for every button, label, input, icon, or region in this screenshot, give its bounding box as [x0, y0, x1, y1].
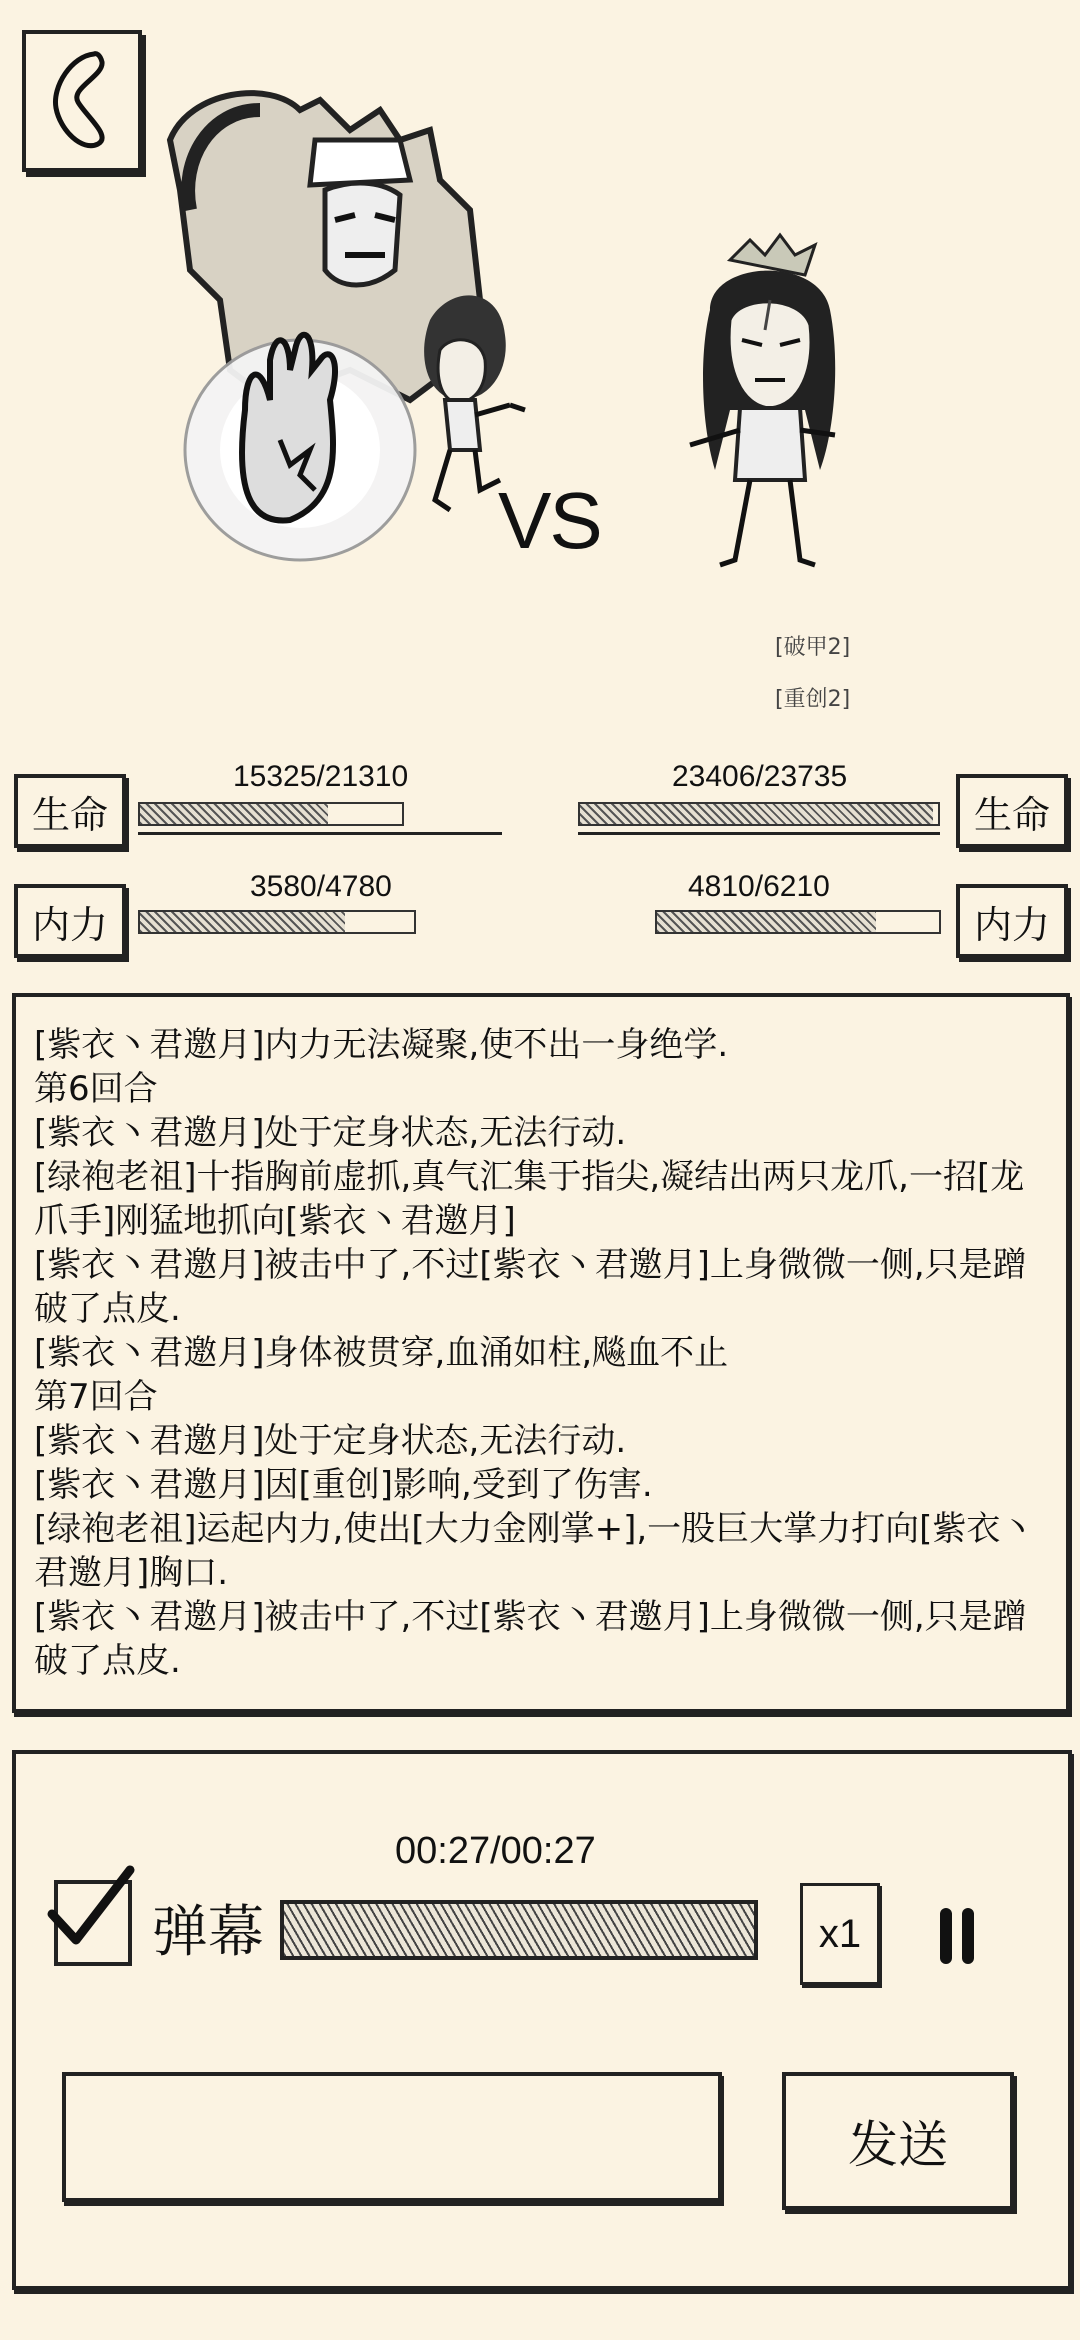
enemy-character — [670, 230, 870, 610]
playback-progress-bar[interactable] — [280, 1900, 758, 1960]
danmu-checkbox[interactable] — [54, 1880, 132, 1966]
player-hp-value: 15325/21310 — [233, 760, 409, 793]
vs-label: VS — [498, 476, 601, 565]
enemy-mp-label: 内力 — [956, 884, 1068, 958]
enemy-status-heavy-wound: [重创2] — [775, 687, 851, 712]
log-line: [紫衣丶君邀月]处于定身状态,无法行动. — [34, 1421, 627, 1461]
enemy-hp-fill — [580, 804, 933, 824]
player-mp-fill — [140, 912, 345, 932]
player-hp-fill — [140, 804, 328, 824]
enemy-hp-track — [578, 832, 940, 835]
enemy-hp-label: 生命 — [956, 774, 1068, 848]
enemy-mp-bar — [655, 910, 941, 934]
player-mp-bar — [138, 910, 416, 934]
player-hp-track — [138, 832, 502, 835]
log-line: 第7回合 — [34, 1377, 158, 1417]
playback-progress-fill — [284, 1904, 754, 1956]
player-hp-label: 生命 — [14, 774, 126, 848]
log-line: [绿袍老祖]十指胸前虚抓,真气汇集于指尖,凝结出两只龙爪,一招[龙爪手]刚猛地抓向[紫衣丶君邀月] — [34, 1157, 1025, 1241]
log-line: [绿袍老祖]运起内力,使出[大力金刚掌+],一股巨大掌力打向[紫衣丶君邀月]胸口. — [34, 1509, 1035, 1593]
log-line: [紫衣丶君邀月]内力无法凝聚,使不出一身绝学. — [34, 1025, 729, 1065]
log-line: [紫衣丶君邀月]身体被贯穿,血涌如柱,飚血不止 — [34, 1333, 729, 1373]
log-line: [紫衣丶君邀月]被击中了,不过[紫衣丶君邀月]上身微微一侧,只是蹭破了点皮. — [34, 1245, 1027, 1329]
pause-icon-bar — [962, 1908, 974, 1964]
danmu-label: 弹幕 — [152, 1900, 264, 1965]
playback-timer: 00:27/00:27 — [395, 1830, 596, 1872]
pause-icon — [940, 1908, 952, 1964]
pause-button[interactable] — [940, 1908, 980, 1968]
battle-log[interactable] — [12, 993, 1070, 1713]
enemy-hp-value: 23406/23735 — [672, 760, 848, 793]
enemy-mp-fill — [657, 912, 876, 932]
back-button[interactable] — [22, 30, 142, 172]
enemy-mp-value: 4810/6210 — [688, 870, 830, 903]
back-arrow-icon — [42, 46, 122, 156]
speed-button[interactable]: x1 — [800, 1883, 880, 1985]
checkmark-icon — [46, 1862, 136, 1952]
log-line: [紫衣丶君邀月]被击中了,不过[紫衣丶君邀月]上身微微一侧,只是蹭破了点皮. — [34, 1597, 1027, 1681]
player-mp-label: 内力 — [14, 884, 126, 958]
player-mp-value: 3580/4780 — [250, 870, 392, 903]
log-line: 第6回合 — [34, 1069, 158, 1109]
log-line: [紫衣丶君邀月]处于定身状态,无法行动. — [34, 1113, 627, 1153]
log-line: [紫衣丶君邀月]因[重创]影响,受到了伤害. — [34, 1465, 653, 1505]
player-hp-bar — [138, 802, 404, 826]
enemy-status-armor-break: [破甲2] — [775, 635, 851, 660]
send-button[interactable]: 发送 — [782, 2072, 1014, 2210]
battle-log-lines — [34, 1023, 1058, 1683]
danmu-message-input[interactable] — [62, 2072, 722, 2202]
enemy-hp-bar — [578, 802, 940, 826]
